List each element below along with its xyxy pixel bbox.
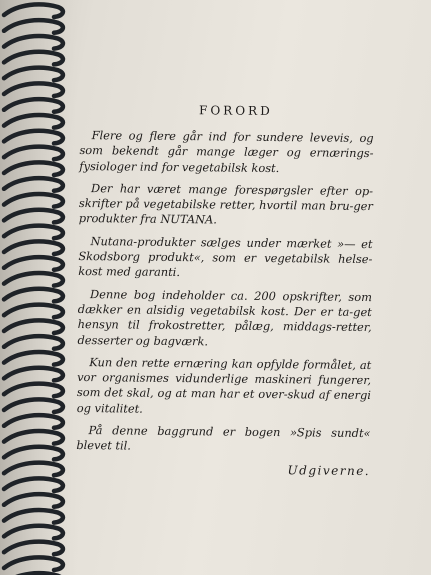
paragraph-5: Kun den rette ernæring kan opfylde formålet, at vor organismes vidunderlige maskineri fungerer, som det skal, og at man har et over-skud af energi og vitalitet.: [76, 354, 372, 416]
paragraph-2: Der har været mange forespørgsler efter op-skrifter på vegetabilske retter, hvortil man bru-ger produkter fra NUTANA.: [78, 181, 374, 227]
paragraph-6: På denne baggrund er bogen »Spis sundt« blevet til.: [76, 423, 371, 453]
spiral-binding: [0, 0, 78, 575]
paragraph-4: Denne bog indeholder ca. 200 opskrifter, som dækker en alsidig vegetabilsk kost. Der er ta-get hensyn til frokostretter, pålæg, middags-retter, desserter og bagværk.: [77, 286, 373, 348]
foreword-text: [76, 102, 374, 478]
page-title: FORORD: [198, 103, 273, 119]
paragraph-3: Nutana-produkter sælges under mærket »— et Skodsborg produkt«, som er vegetabilsk helse-kost med garanti.: [78, 233, 373, 280]
signature: Udgiverne.: [287, 462, 371, 478]
paragraph-1: Flere og flere går ind for sundere levevis, og som bekendt går mange læger og ernærings-fysiologer ind for vegetabilsk kost.: [79, 128, 374, 175]
